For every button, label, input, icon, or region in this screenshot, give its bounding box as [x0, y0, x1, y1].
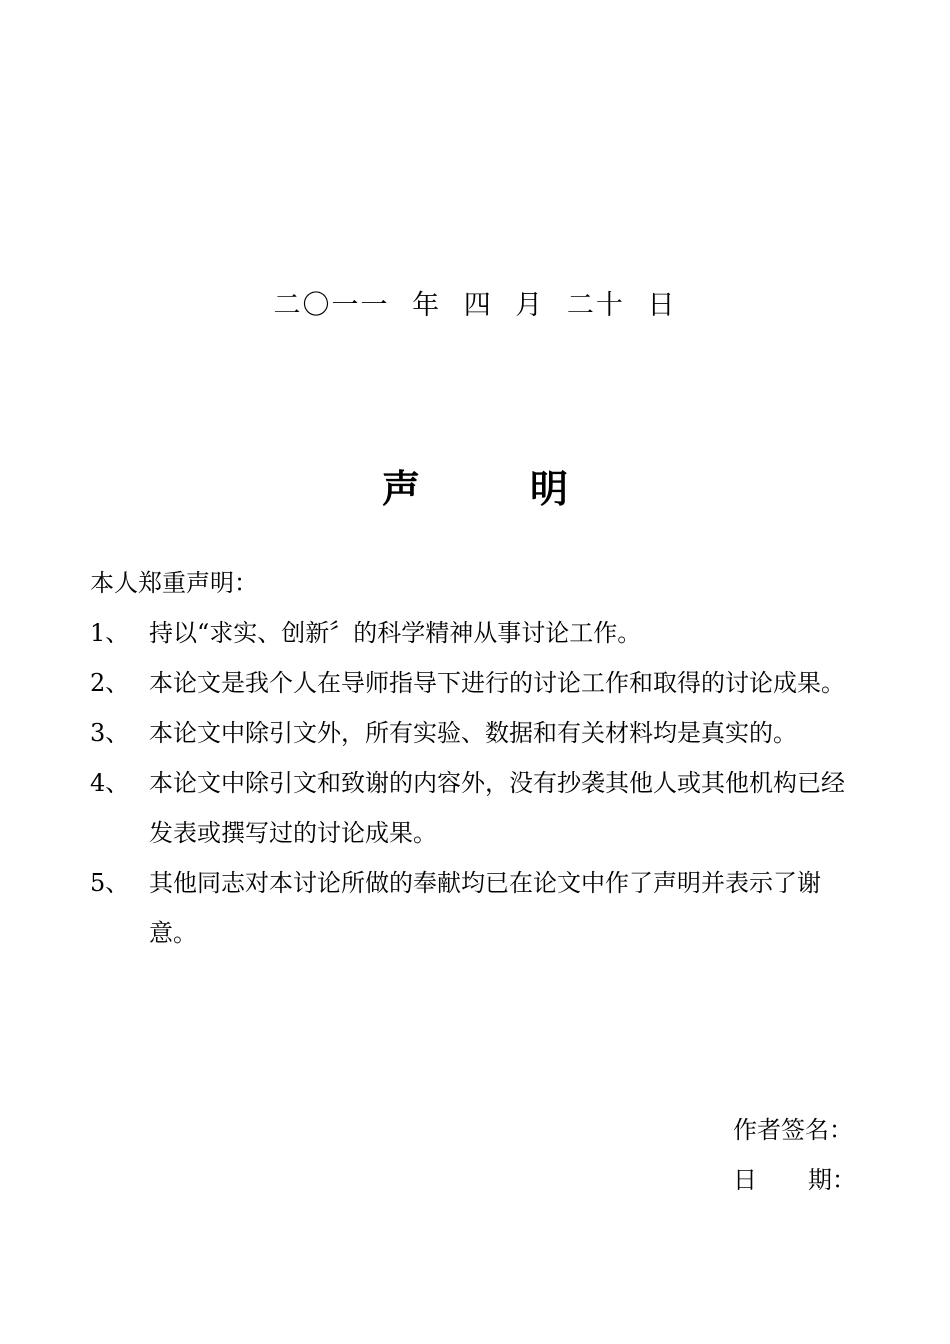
declaration-item: [90, 708, 850, 758]
declaration-item: [90, 858, 850, 958]
item-number: 1、: [90, 619, 130, 647]
item-text: 本论文是我个人在导师指导下进行的讨论工作和取得的讨论成果。: [149, 669, 845, 697]
item-text: 持以“求实、创新〞的科学精神从事讨论工作。: [149, 619, 642, 647]
date-line: 二〇一一 年 四 月 二十 日: [273, 290, 677, 321]
item-text: 其他同志对本讨论所做的奉献均已在论文中作了声明并表示了谢意。: [149, 869, 821, 947]
item-number: 4、: [90, 769, 130, 797]
page-title: [0, 458, 950, 513]
item-number: 5、: [90, 869, 130, 897]
declaration-intro: 本人郑重声明：: [90, 569, 258, 597]
item-text: 本论文中除引文外，所有实验、数据和有关材料均是真实的。: [149, 719, 797, 747]
item-text: 本论文中除引文和致谢的内容外，没有抄袭其他人或其他机构已经发表或撰写过的讨论成果。: [149, 769, 845, 847]
title-char-2: 明: [530, 466, 569, 511]
item-number: 2、: [90, 669, 130, 697]
declaration-item: [90, 608, 850, 658]
signature-date-row: [733, 1155, 933, 1205]
date-label-part-1: 日: [733, 1166, 757, 1194]
date-label-part-2: 期：: [808, 1166, 856, 1194]
author-signature-label: 作者签名：: [733, 1116, 853, 1144]
signature-block: [733, 1105, 933, 1205]
declaration-item: [90, 658, 850, 708]
title-char-1: 声: [381, 466, 420, 511]
item-number: 3、: [90, 719, 130, 747]
declaration-body: [90, 558, 850, 958]
declaration-item: [90, 758, 850, 858]
